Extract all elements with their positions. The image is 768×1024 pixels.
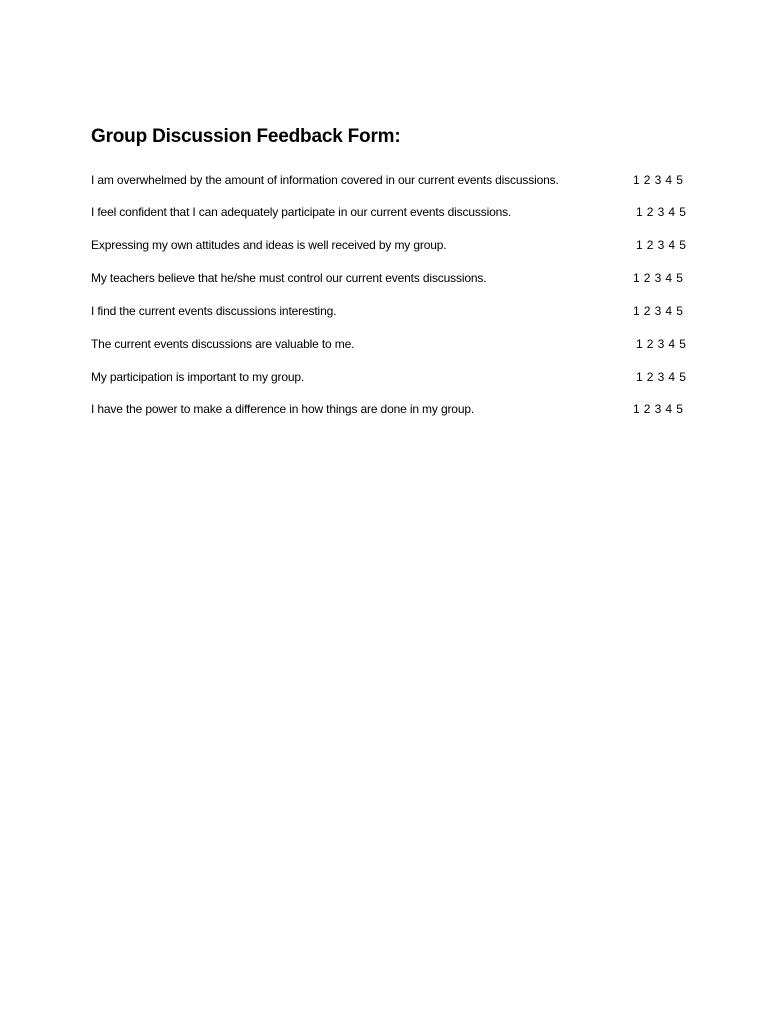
rating-option-4: 4 bbox=[668, 238, 676, 252]
rating-option-2: 2 bbox=[643, 304, 651, 318]
rating-option-4: 4 bbox=[668, 370, 676, 384]
feedback-item bbox=[0, 271, 768, 291]
feedback-item bbox=[0, 205, 768, 225]
item-statement: My participation is important to my group. bbox=[91, 370, 305, 384]
item-statement: My teachers believe that he/she must control our current events discussions. bbox=[91, 271, 487, 285]
item-statement: I find the current events discussions interesting. bbox=[91, 304, 337, 318]
feedback-item bbox=[0, 238, 768, 258]
item-statement: I am overwhelmed by the amount of information covered in our current events discussions. bbox=[91, 173, 559, 187]
rating-scale bbox=[636, 238, 687, 252]
rating-scale bbox=[633, 173, 684, 187]
feedback-item bbox=[0, 304, 768, 324]
rating-option-1: 1 bbox=[633, 271, 640, 285]
rating-option-5: 5 bbox=[676, 304, 683, 318]
rating-option-4: 4 bbox=[665, 402, 673, 416]
rating-option-4: 4 bbox=[665, 304, 673, 318]
rating-option-5: 5 bbox=[676, 271, 683, 285]
form-title: Group Discussion Feedback Form: bbox=[91, 126, 401, 147]
item-statement: I feel confident that I can adequately participate in our current events discussions. bbox=[91, 205, 512, 219]
rating-option-2: 2 bbox=[643, 402, 651, 416]
rating-option-4: 4 bbox=[665, 173, 673, 187]
feedback-item bbox=[0, 337, 768, 357]
rating-option-1: 1 bbox=[633, 402, 640, 416]
rating-option-1: 1 bbox=[636, 238, 643, 252]
feedback-item bbox=[0, 402, 768, 422]
item-statement: Expressing my own attitudes and ideas is well received by my group. bbox=[91, 238, 447, 252]
rating-option-5: 5 bbox=[679, 337, 686, 351]
rating-option-5: 5 bbox=[679, 205, 686, 219]
rating-option-1: 1 bbox=[636, 370, 643, 384]
rating-option-5: 5 bbox=[676, 173, 683, 187]
rating-scale bbox=[636, 337, 687, 351]
rating-scale bbox=[636, 205, 687, 219]
rating-option-2: 2 bbox=[646, 370, 654, 384]
rating-scale bbox=[636, 370, 687, 384]
rating-option-2: 2 bbox=[643, 271, 651, 285]
rating-option-1: 1 bbox=[633, 304, 640, 318]
rating-scale bbox=[633, 271, 684, 285]
rating-option-3: 3 bbox=[657, 370, 665, 384]
rating-option-3: 3 bbox=[657, 337, 665, 351]
rating-option-2: 2 bbox=[646, 238, 654, 252]
rating-option-3: 3 bbox=[654, 402, 662, 416]
rating-option-2: 2 bbox=[646, 337, 654, 351]
rating-option-4: 4 bbox=[668, 337, 676, 351]
rating-option-2: 2 bbox=[646, 205, 654, 219]
rating-option-5: 5 bbox=[676, 402, 683, 416]
rating-option-5: 5 bbox=[679, 370, 686, 384]
rating-option-5: 5 bbox=[679, 238, 686, 252]
feedback-item bbox=[0, 370, 768, 390]
rating-option-4: 4 bbox=[665, 271, 673, 285]
item-statement: I have the power to make a difference in how things are done in my group. bbox=[91, 402, 475, 416]
feedback-item bbox=[0, 173, 768, 193]
rating-scale bbox=[633, 304, 684, 318]
rating-option-3: 3 bbox=[654, 271, 662, 285]
item-statement: The current events discussions are valuable to me. bbox=[91, 337, 355, 351]
rating-option-3: 3 bbox=[657, 238, 665, 252]
rating-option-3: 3 bbox=[654, 173, 662, 187]
rating-option-4: 4 bbox=[668, 205, 676, 219]
rating-option-2: 2 bbox=[643, 173, 651, 187]
rating-option-1: 1 bbox=[636, 205, 643, 219]
rating-option-1: 1 bbox=[636, 337, 643, 351]
rating-option-1: 1 bbox=[633, 173, 640, 187]
rating-scale bbox=[633, 402, 684, 416]
rating-option-3: 3 bbox=[657, 205, 665, 219]
rating-option-3: 3 bbox=[654, 304, 662, 318]
